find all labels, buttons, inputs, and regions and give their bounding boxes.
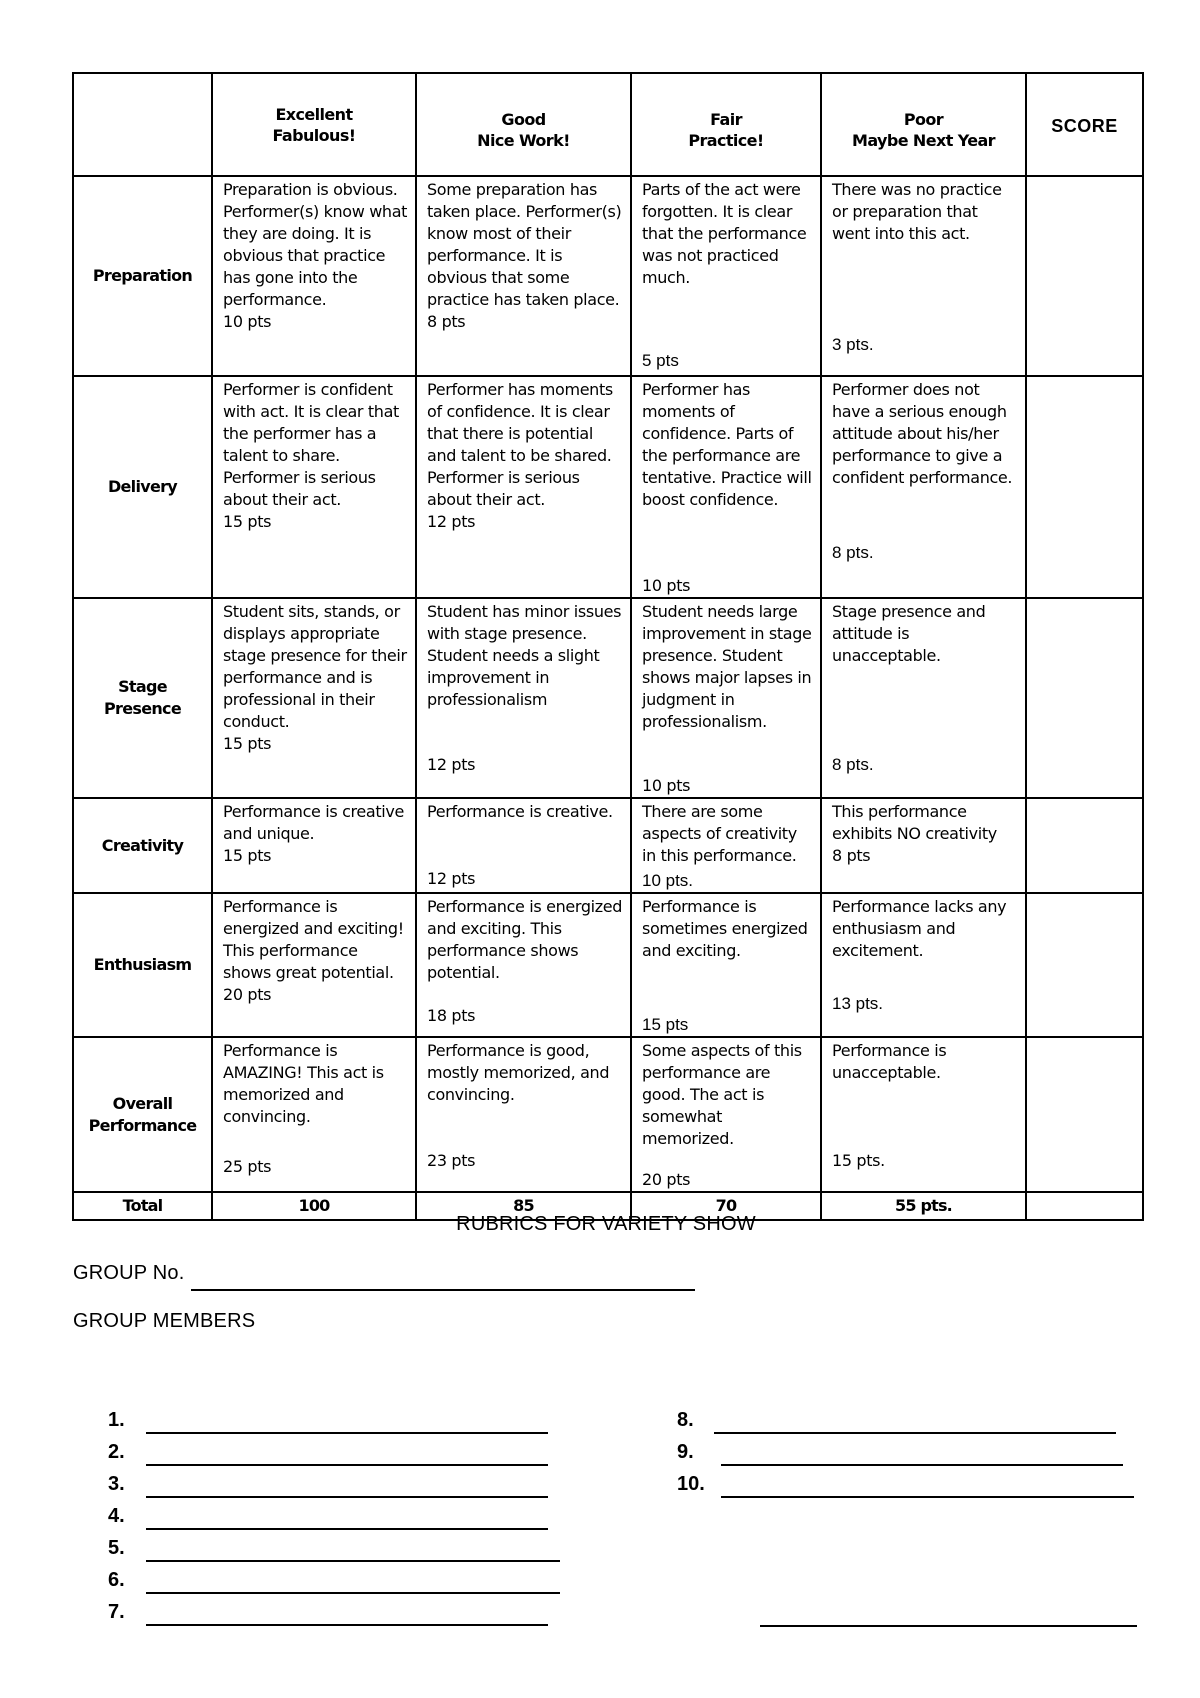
total-excellent: 100 [212, 1192, 416, 1220]
cell-preparation-poor [821, 176, 1026, 376]
cell-overall-good [416, 1037, 631, 1192]
cell-text: Performance is creative and unique. 15 pts [223, 802, 404, 865]
member-line[interactable] [714, 1432, 1116, 1434]
cell-text: Performer does not have a serious enough attitude about his/her performance to give a confident performance. [832, 380, 1013, 487]
member-line[interactable] [146, 1560, 560, 1562]
cell-preparation-fair [631, 176, 821, 376]
member-line[interactable] [146, 1624, 548, 1626]
row-preparation [73, 176, 1143, 376]
member-number: 9. [677, 1441, 694, 1463]
cell-points: 10 pts [642, 576, 691, 595]
cell-creativity-excellent [212, 798, 416, 893]
score-cell-stage-presence[interactable] [1026, 598, 1143, 798]
member-line[interactable] [721, 1496, 1134, 1498]
cell-text: Performance is sometimes energized and exciting. [642, 897, 808, 960]
cell-creativity-poor [821, 798, 1026, 893]
member-number: 1. [108, 1409, 125, 1431]
member-number: 4. [108, 1505, 125, 1527]
cell-points: 10 pts [642, 776, 691, 795]
signature-line[interactable] [760, 1625, 1137, 1627]
header-excellent-line2: Fabulous! [272, 125, 356, 145]
cell-points: 20 pts [642, 1170, 691, 1189]
member-line[interactable] [721, 1464, 1123, 1466]
cell-points: 12 pts [427, 755, 476, 774]
header-poor-line2: Maybe Next Year [852, 130, 995, 150]
row-stage-presence [73, 598, 1143, 798]
criterion-overall-performance-line2: Performance [88, 1115, 197, 1135]
cell-stage-presence-excellent [212, 598, 416, 798]
cell-text: There was no practice or preparation that went into this act. [832, 180, 1002, 243]
header-fair [631, 73, 821, 176]
cell-text: Performer is confident with act. It is clear that the performer has a talent to share. Performer is serious about their act. 15 pts [223, 380, 399, 531]
cell-text: There are some aspects of creativity in this performance. [642, 802, 797, 865]
member-line[interactable] [146, 1528, 548, 1530]
cell-stage-presence-good [416, 598, 631, 798]
member-line[interactable] [146, 1496, 548, 1498]
cell-text: Parts of the act were forgotten. It is clear that the performance was not practiced much. [642, 180, 807, 287]
score-cell-overall[interactable] [1026, 1037, 1143, 1192]
cell-points: 25 pts [223, 1157, 272, 1176]
cell-preparation-excellent [212, 176, 416, 376]
cell-text: Performance lacks any enthusiasm and excitement. [832, 897, 1007, 960]
criterion-overall-performance [73, 1037, 212, 1192]
cell-points: 13 pts. [832, 994, 884, 1013]
member-line[interactable] [146, 1464, 548, 1466]
cell-enthusiasm-poor [821, 893, 1026, 1037]
row-enthusiasm [73, 893, 1143, 1037]
cell-text: Some aspects of this performance are good. The act is somewhat memorized. [642, 1041, 802, 1148]
cell-stage-presence-fair [631, 598, 821, 798]
header-poor-line1: Poor [903, 109, 944, 129]
cell-text: Performance is good, mostly memorized, and convincing. [427, 1041, 610, 1104]
cell-points: 12 pts [427, 869, 476, 888]
header-fair-line2: Practice! [688, 130, 764, 150]
row-creativity [73, 798, 1143, 893]
cell-points: 5 pts [642, 351, 679, 370]
cell-delivery-poor [821, 376, 1026, 598]
member-number: 8. [677, 1409, 694, 1431]
member-number: 5. [108, 1537, 125, 1559]
member-number: 6. [108, 1569, 125, 1591]
total-poor: 55 pts. [821, 1192, 1026, 1220]
header-good [416, 73, 631, 176]
cell-text: Performance is energized and exciting. This performance shows potential. [427, 897, 623, 982]
member-number: 10. [677, 1473, 705, 1495]
member-number: 3. [108, 1473, 125, 1495]
cell-enthusiasm-excellent [212, 893, 416, 1037]
cell-delivery-good [416, 376, 631, 598]
member-number: 7. [108, 1601, 125, 1623]
cell-points: 23 pts [427, 1151, 476, 1170]
criterion-overall-performance-line1: Overall [112, 1093, 173, 1113]
score-cell-preparation[interactable] [1026, 176, 1143, 376]
row-overall-performance [73, 1037, 1143, 1192]
header-score: SCORE [1026, 73, 1143, 176]
criterion-stage-presence-line1: Stage [118, 677, 167, 696]
member-number: 2. [108, 1441, 125, 1463]
group-no-line[interactable] [191, 1289, 695, 1291]
cell-points: 8 pts. [832, 543, 874, 562]
cell-delivery-excellent [212, 376, 416, 598]
member-line[interactable] [146, 1592, 560, 1594]
cell-overall-excellent [212, 1037, 416, 1192]
corner-cell [73, 73, 212, 176]
cell-enthusiasm-good [416, 893, 631, 1037]
group-no-label: GROUP No. [73, 1262, 185, 1284]
page-title: RUBRICS FOR VARIETY SHOW [456, 1213, 756, 1235]
cell-text: Performance is creative. [427, 802, 613, 821]
member-line[interactable] [146, 1432, 548, 1434]
cell-text: Preparation is obvious. Performer(s) know what they are doing. It is obvious that practice has gone into the performance. 10 pts [223, 180, 408, 331]
total-label: Total [73, 1192, 212, 1220]
criterion-creativity: Creativity [73, 798, 212, 893]
header-excellent-line1: Excellent [275, 104, 353, 124]
cell-text: Stage presence and attitude is unacceptable. [832, 602, 986, 665]
cell-overall-fair [631, 1037, 821, 1192]
cell-text: Performance is energized and exciting! This performance shows great potential. 20 pts [223, 897, 404, 1004]
cell-enthusiasm-fair [631, 893, 821, 1037]
score-cell-enthusiasm[interactable] [1026, 893, 1143, 1037]
score-cell-delivery[interactable] [1026, 376, 1143, 598]
cell-points: 15 pts. [832, 1151, 885, 1170]
cell-text: Student has minor issues with stage presence. Student needs a slight improvement in professionalism [427, 602, 622, 709]
criterion-stage-presence-line2: Presence [104, 699, 181, 718]
rubric-table [72, 72, 1144, 1221]
cell-text: Some preparation has taken place. Performer(s) know most of their performance. It is obvious that some practice has taken place. 8 pts [427, 180, 622, 331]
cell-text: Student needs large improvement in stage presence. Student shows major lapses in judgment in professionalism. [642, 602, 812, 731]
cell-points: 15 pts [642, 1015, 689, 1034]
cell-text: This performance exhibits NO creativity 8 pts [832, 802, 997, 865]
row-delivery [73, 376, 1143, 598]
cell-delivery-fair [631, 376, 821, 598]
criterion-stage-presence [73, 598, 212, 798]
cell-text: Performer has moments of confidence. Parts of the performance are tentative. Practice will boost confidence. [642, 380, 812, 509]
cell-text: Performance is AMAZING! This act is memorized and convincing. [223, 1041, 384, 1126]
score-cell-creativity[interactable] [1026, 798, 1143, 893]
criterion-delivery: Delivery [73, 376, 212, 598]
header-excellent [212, 73, 416, 176]
cell-text: Performance is unacceptable. [832, 1041, 947, 1082]
total-fair: 70 [631, 1192, 821, 1220]
header-good-line1: Good [501, 109, 546, 129]
cell-preparation-good [416, 176, 631, 376]
header-poor [821, 73, 1026, 176]
cell-points: 8 pts. [832, 755, 874, 774]
cell-points: 18 pts [427, 1006, 476, 1025]
criterion-preparation: Preparation [73, 176, 212, 376]
header-fair-line1: Fair [710, 109, 742, 129]
cell-stage-presence-poor [821, 598, 1026, 798]
header-row [73, 73, 1143, 176]
criterion-enthusiasm: Enthusiasm [73, 893, 212, 1037]
cell-overall-poor [821, 1037, 1026, 1192]
total-good: 85 [416, 1192, 631, 1220]
cell-creativity-fair [631, 798, 821, 893]
cell-points: 3 pts. [832, 335, 874, 354]
cell-points: 10 pts. [642, 871, 694, 890]
cell-text: Student sits, stands, or displays appropriate stage presence for their performance and is professional in their conduct. 15 pts [223, 602, 407, 753]
group-members-label: GROUP MEMBERS [73, 1310, 256, 1332]
cell-text: Performer has moments of confidence. It is clear that there is potential and talent to be shared. Performer is serious about their act. 12 pts [427, 380, 613, 531]
header-good-line2: Nice Work! [477, 130, 570, 150]
cell-creativity-good [416, 798, 631, 893]
